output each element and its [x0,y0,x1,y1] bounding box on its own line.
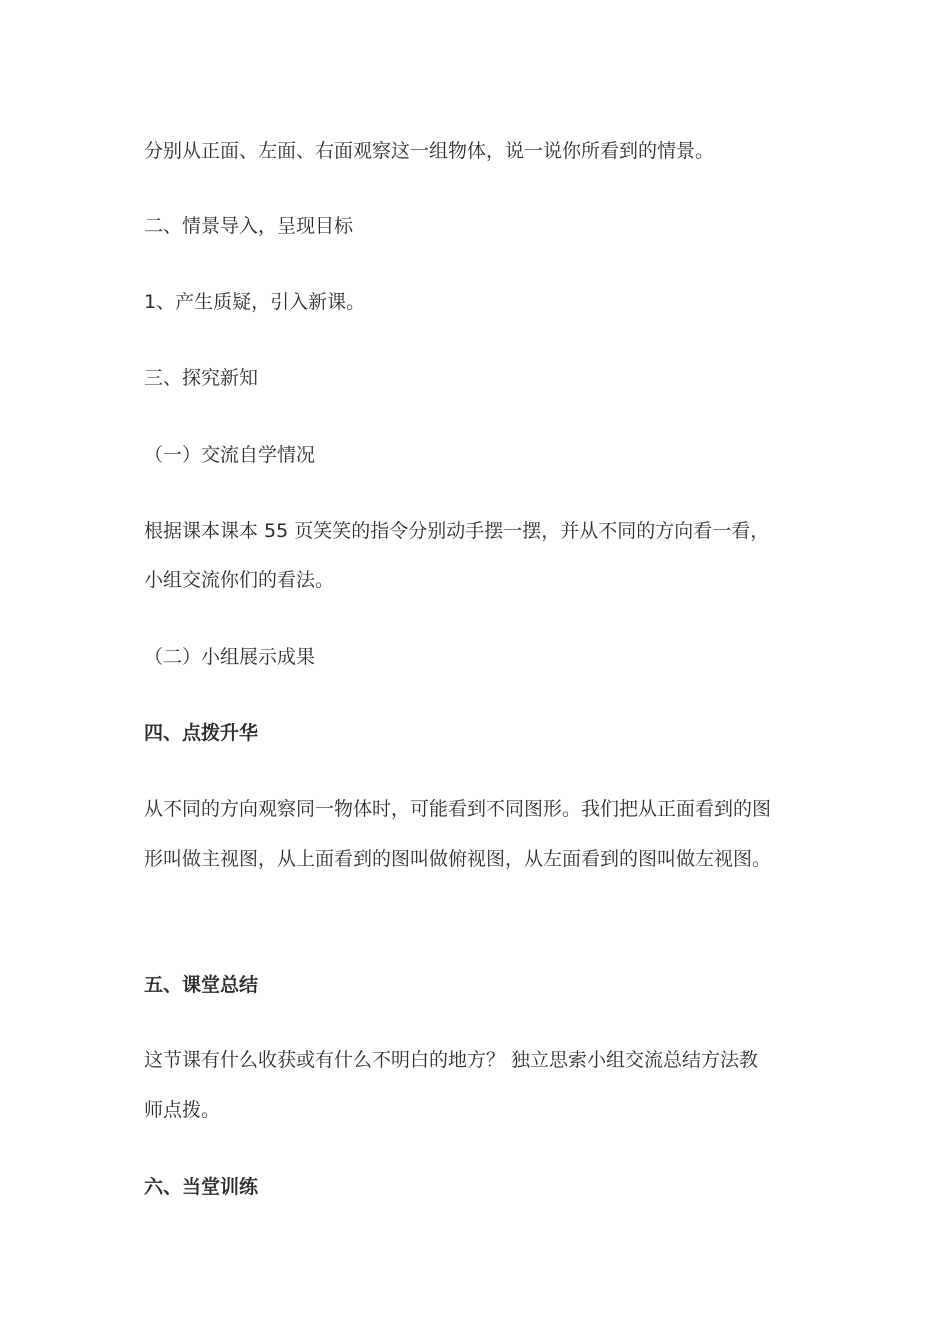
section-heading-2: 二、情景导入，呈现目标 [144,215,354,237]
paragraph-summary-line2: 师点拨。 [144,1099,221,1121]
paragraph-question: 1、产生质疑，引入新课。 [144,291,366,313]
section-heading-5: 五、课堂总结 [144,974,259,996]
paragraph-observe: 分别从正面、左面、右面观察这一组物体，说一说你所看到的情景。 [144,140,715,162]
paragraph-views-line2: 形叫做主视图，从上面看到的图叫做俯视图，从左面看到的图叫做左视图。 [144,848,772,870]
subsection-heading-3-2: （二）小组展示成果 [144,646,316,668]
section-heading-6: 六、当堂训练 [144,1176,259,1198]
paragraph-views-line1: 从不同的方向观察同一物体时，可能看到不同图形。我们把从正面看到的图 [144,798,772,820]
section-heading-3: 三、探究新知 [144,367,259,389]
paragraph-textbook-line1: 根据课本课本 55 页笑笑的指令分别动手摆一摆，并从不同的方向看一看， [144,520,770,542]
section-heading-4: 四、点拨升华 [144,722,259,744]
subsection-heading-3-1: （一）交流自学情况 [144,444,316,466]
paragraph-summary-line1: 这节课有什么收获或有什么不明白的地方？ 独立思索小组交流总结方法教 [144,1049,759,1071]
paragraph-textbook-line2: 小组交流你们的看法。 [144,569,335,591]
